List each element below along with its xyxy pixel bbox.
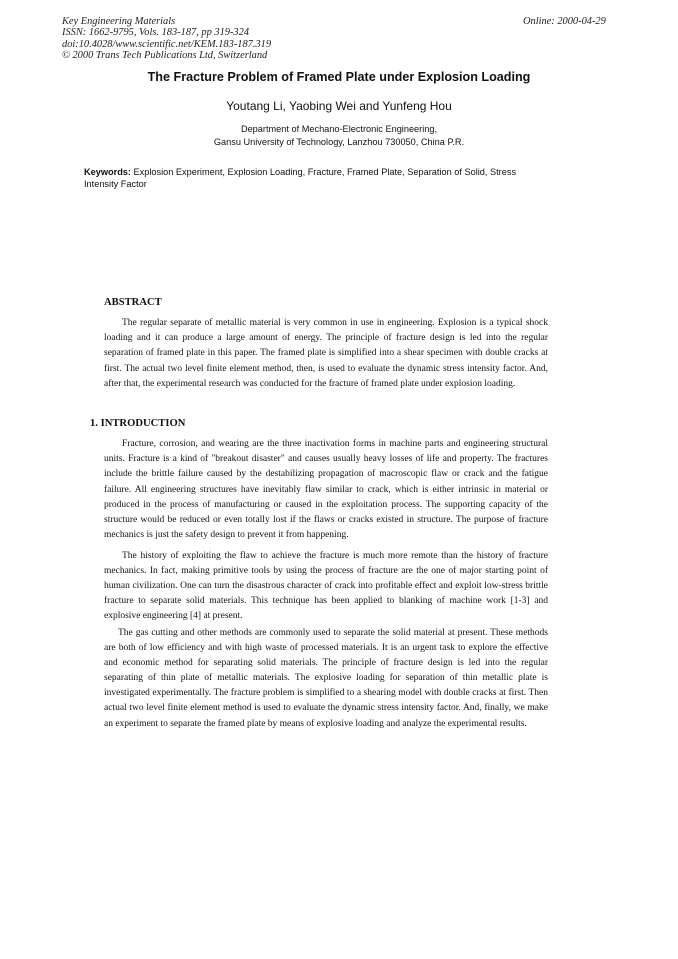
paper-authors: Youtang Li, Yaobing Wei and Yunfeng Hou bbox=[226, 99, 452, 113]
copyright-line: © 2000 Trans Tech Publications Ltd, Switzerland bbox=[62, 50, 268, 62]
paper-title: The Fracture Problem of Framed Plate under Explosion Loading bbox=[147, 70, 531, 84]
journal-name: Key Engineering Materials bbox=[62, 16, 176, 27]
keywords-text: Explosion Experiment, Explosion Loading, Fracture, Framed Plate, Separation of Solid, Stress Intensity Factor bbox=[84, 167, 517, 190]
affiliation bbox=[0, 123, 678, 148]
intro-paragraph-1: Fracture, corrosion, and wearing are the three inactivation forms in machine parts and engineering structural units. Fracture is a kind of "breakout disaster" and causes usually heavy losses of life and property. The fractures include the brittle failure caused by the destabilizing propagation of macroscopic flaw or crack and the fatigue failure. All engineering structures have inevitably flaw similar to crack, which is either intrinsic in material or produced in the process of manufacturing or caused in the exploitation process. The supporting capacity of the structure would be reduced or even totally lost if the flaws or cracks existed in structure. The purpose of fracture mechanics is just the safety design to prevent it from happening. bbox=[104, 439, 548, 541]
affiliation-line-1: Department of Mechano-Electronic Engineering, bbox=[240, 124, 438, 134]
keywords bbox=[84, 166, 524, 191]
keywords-label: Keywords: bbox=[84, 167, 131, 177]
doi-line: doi:10.4028/www.scientific.net/KEM.183-187.319 bbox=[62, 38, 272, 50]
affiliation-line-2: Gansu University of Technology, Lanzhou 730050, China P.R. bbox=[213, 136, 465, 147]
online-date: Online: 2000-04-29 bbox=[523, 16, 606, 27]
issn-line: ISSN: 1662-9795, Vols. 183-187, pp 319-324 bbox=[62, 27, 250, 39]
abstract-text: The regular separate of metallic material is very common in use in engineering. Explosion is a typical shock loading and it can produce a large amount of energy. The principle of fracture design is led into the regular separation of framed plate in this paper. The framed plate is simplified into a shear specimen with double cracks at first. The actual two level finite element method, then, is used to evaluate the dynamic stress intensity factor. And, after that, the experimental research was conducted for the fracture of framed plate under explosion loading. bbox=[104, 318, 548, 389]
intro-paragraph-2: The history of exploiting the flaw to achieve the fracture is much more remote than the history of fracture mechanics. In fact, making primitive tools by using the process of fracture are the one of major starting point of human civilization. One can turn the disastrous character of crack into profitable effect and exploit low-stress brittle fracture to separate solid materials. This technique has been applied to blanking of machine work [1-3] and explosive engineering [4] at present. bbox=[104, 551, 548, 622]
intro-paragraph-3: The gas cutting and other methods are commonly used to separate the solid material at present. These methods are both of low efficiency and with high waste of processed materials. It is an urgent task to explore the effective and economic method for separating solid materials. The principle of fracture design is led into the regular separating of thin plate of metallic materials. The explosive loading for separation of thin metallic plate is investigated experimentally. The fracture problem is simplified to a shearing model with double cracks at first. Then actual two level finite element method is used to evaluate the dynamic stress intensity factor. And, finally, we make an experiment to separate the framed plate by means of explosive loading and analyze the experimental results. bbox=[104, 628, 548, 729]
introduction-heading: 1. INTRODUCTION bbox=[90, 418, 186, 429]
abstract-heading: ABSTRACT bbox=[104, 297, 162, 308]
